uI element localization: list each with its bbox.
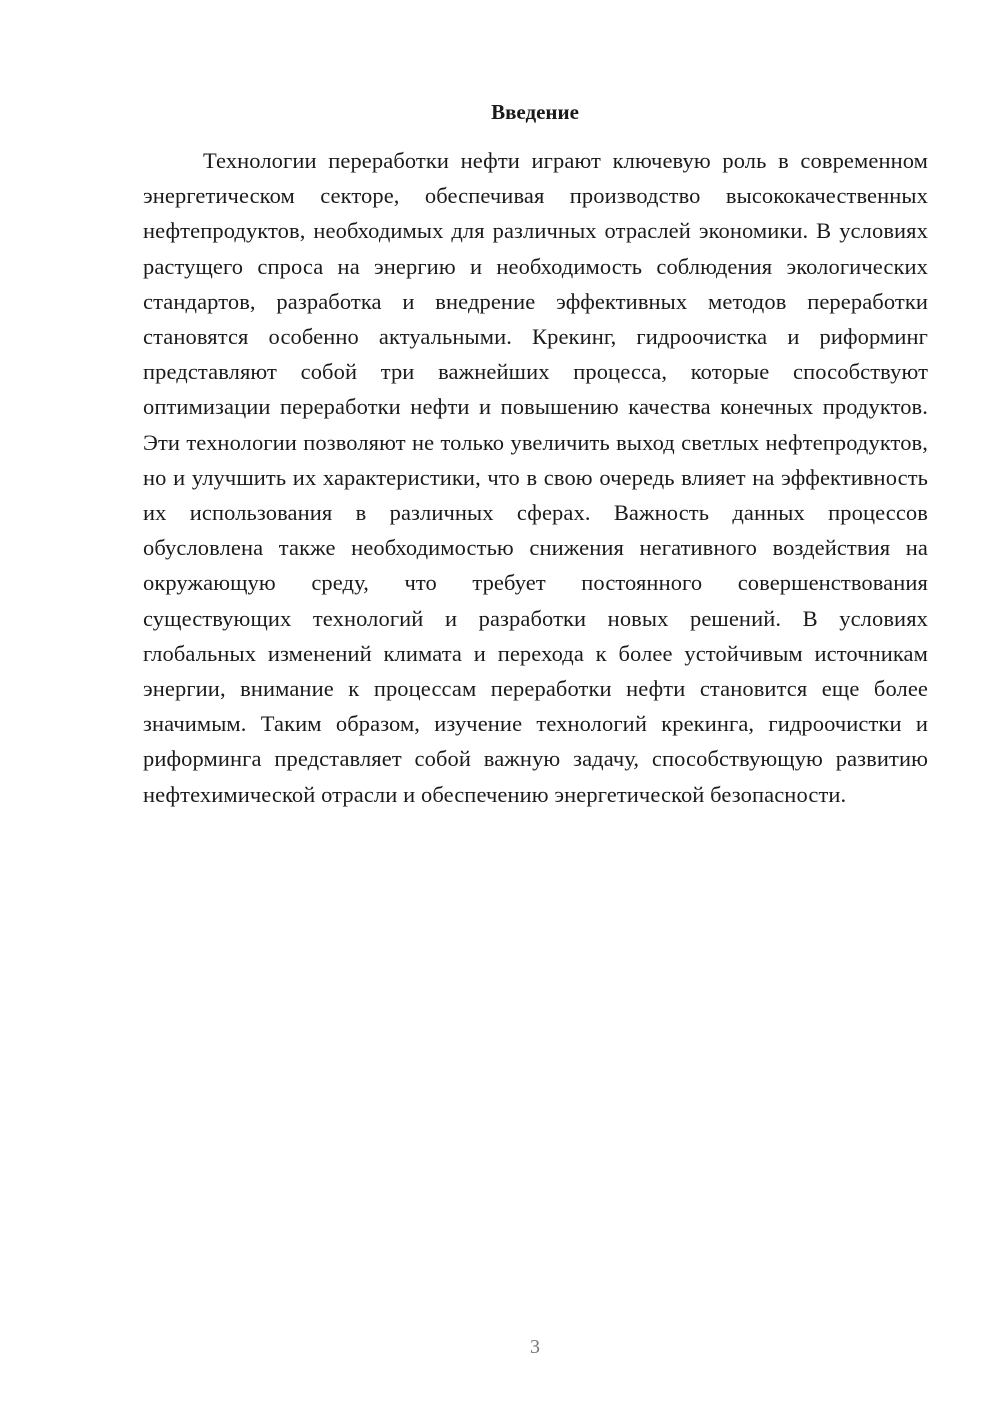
section-heading: Введение	[491, 100, 579, 124]
body-paragraph: Технологии переработки нефти играют ключевую роль в современном энергетическом секторе, обеспечивая производство высококачественных нефтепродуктов, необходимых для различных отраслей экономики. В условиях растущего спроса на энергию и необходимость соблюдения экологических стандартов, разработка и внедрение эффективных методов переработки становятся особенно актуальными. Крекинг, гидроочистка и риформинг представляют собой три важнейших процесса, которые способствуют оптимизации переработки нефти и повышению качества конечных продуктов. Эти технологии позволяют не только увеличить выход светлых нефтепродуктов, но и улучшить их характеристики, что в свою очередь влияет на эффективность их использования в различных сферах. Важность данных процессов обусловлена также необходимостью снижения негативного воздействия на окружающую среду, что требует постоянного совершенствования существующих технологий и разработки новых решений. В условиях глобальных изменений климата и перехода к более устойчивым источникам энергии, внимание к процессам переработки нефти становится еще более значимым. Таким образом, изучение технологий крекинга, гидроочистки и риформинга представляет собой важную задачу, способствующую развитию нефтехимической отрасли и обеспечению энергетической безопасности.	[143, 148, 928, 807]
page-number: 3	[530, 1336, 540, 1358]
